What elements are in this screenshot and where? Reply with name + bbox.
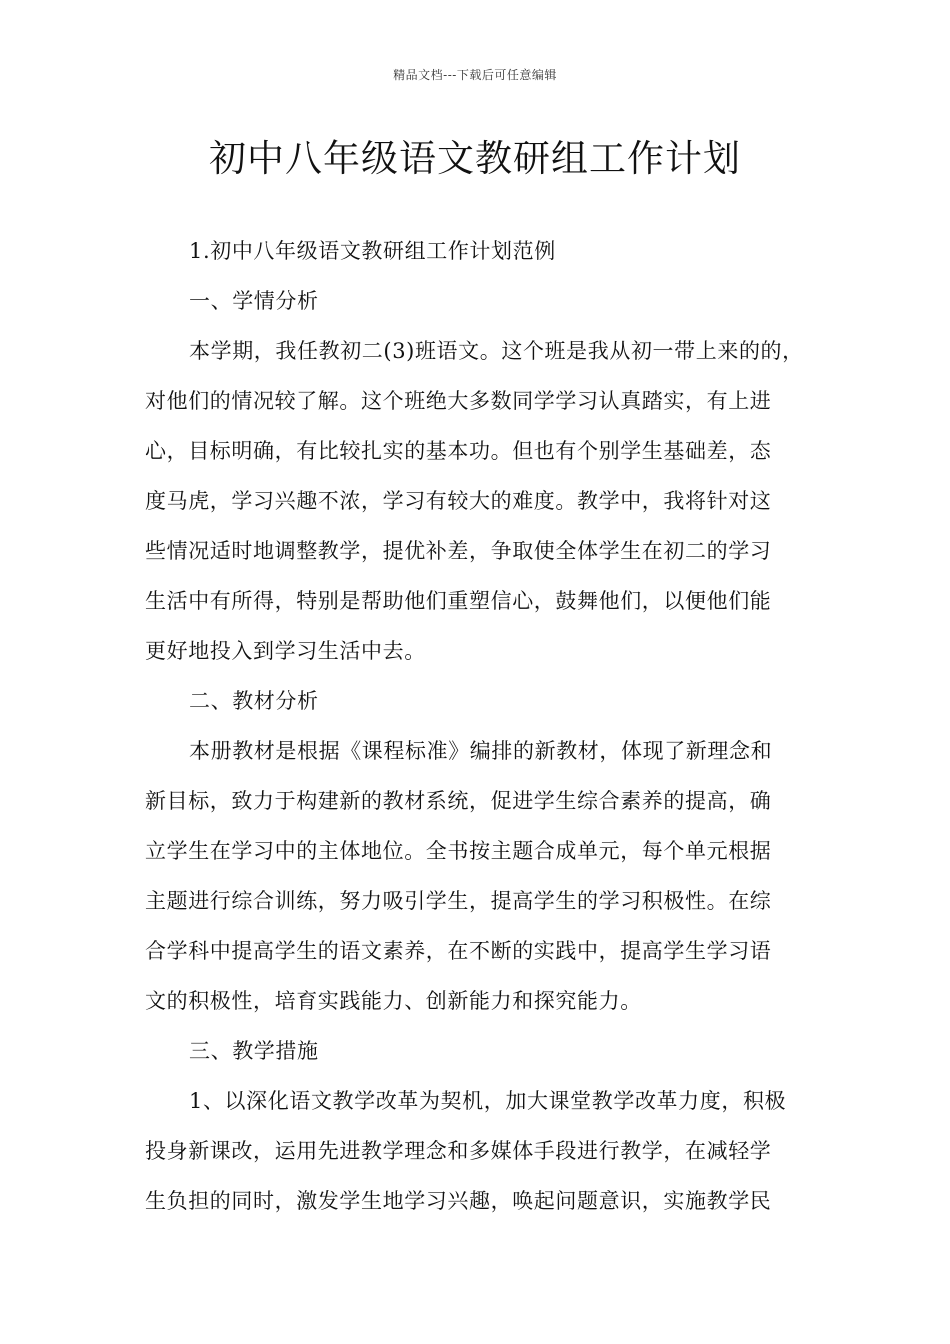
paragraph-line: 立学生在学习中的主体地位。全书按主题合成单元，每个单元根据 xyxy=(145,839,772,863)
paragraph-line: 合学科中提高学生的语文素养，在不断的实践中，提高学生学习语 xyxy=(145,939,772,963)
paragraph-line: 更好地投入到学习生活中去。 xyxy=(145,639,426,663)
paragraph-line: 投身新课改，运用先进教学理念和多媒体手段进行教学，在减轻学 xyxy=(145,1139,772,1163)
paragraph-line: 生负担的同时，激发学生地学习兴趣，唤起问题意识，实施教学民 xyxy=(145,1189,772,1213)
paragraph-line: 1、以深化语文教学改革为契机，加大课堂教学改革力度，积极 xyxy=(189,1089,787,1113)
paragraph-line: 主题进行综合训练，努力吸引学生，提高学生的学习积极性。在综 xyxy=(145,889,772,913)
section-heading-measures: 三、教学措施 xyxy=(189,1039,319,1063)
section-heading-analysis: 一、学情分析 xyxy=(189,289,319,313)
document-title: 初中八年级语文教研组工作计划 xyxy=(209,137,741,180)
paragraph-line: 生活中有所得，特别是帮助他们重塑信心，鼓舞他们，以便他们能 xyxy=(145,589,772,613)
paragraph-line: 新目标，致力于构建新的教材系统，促进学生综合素养的提高，确 xyxy=(145,789,772,813)
document-body xyxy=(145,226,815,1226)
paragraph-line: 度马虎，学习兴趣不浓，学习有较大的难度。教学中，我将针对这 xyxy=(145,489,772,513)
paragraph-line: 些情况适时地调整教学，提优补差，争取使全体学生在初二的学习 xyxy=(145,539,772,563)
header-note: 精品文档---下载后可任意编辑 xyxy=(393,68,557,82)
paragraph-line: 本学期，我任教初二(3)班语文。这个班是我从初一带上来的的， xyxy=(189,339,804,363)
section-heading-example: 1.初中八年级语文教研组工作计划范例 xyxy=(189,239,556,263)
section-heading-textbook: 二、教材分析 xyxy=(189,689,319,713)
paragraph-line: 文的积极性，培育实践能力、创新能力和探究能力。 xyxy=(145,989,642,1013)
paragraph-line: 对他们的情况较了解。这个班绝大多数同学学习认真踏实，有上进 xyxy=(145,389,772,413)
paragraph-line: 心，目标明确，有比较扎实的基本功。但也有个别学生基础差，态 xyxy=(145,439,772,463)
paragraph-line: 本册教材是根据《课程标准》编排的新教材，体现了新理念和 xyxy=(189,739,773,763)
